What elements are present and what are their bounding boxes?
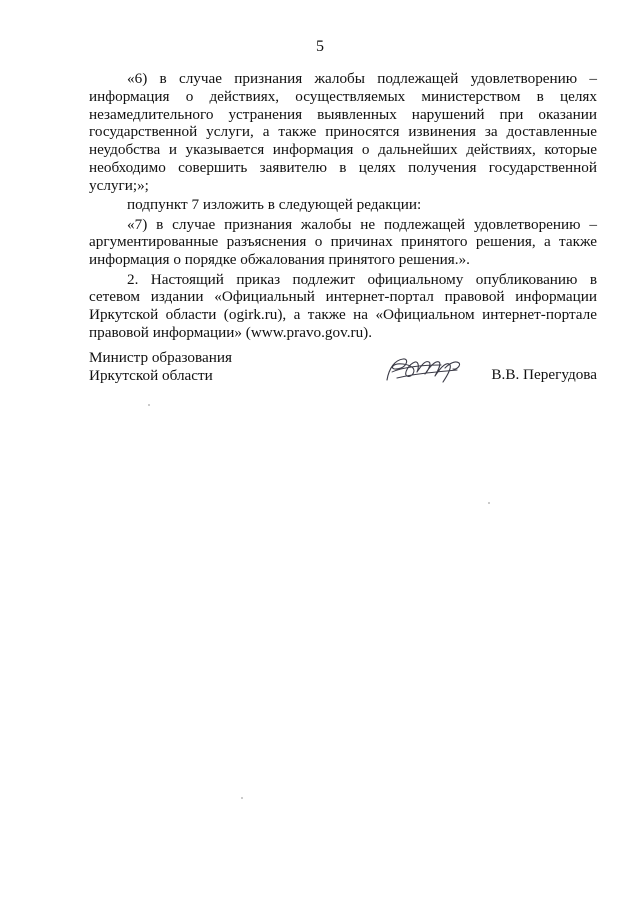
minister-title-line-2: Иркутской области	[89, 366, 213, 384]
scan-speck	[241, 797, 243, 799]
document-body	[89, 70, 597, 342]
handwritten-signature	[383, 354, 463, 386]
paragraph-subclause-7-intro: подпункт 7 изложить в следующей редакции:	[127, 196, 422, 214]
paragraph-publication: 2. Настоящий приказ подлежит официальному опубликованию в сетевом издании «Официальный интернет-портал правовой информации Иркутской области (ogirk.ru), а также на «Официальном интернет-портале правовой информации» (www.pravo.gov.ru).	[89, 270, 597, 341]
page-number: 5	[316, 38, 324, 55]
scan-speck	[148, 404, 150, 406]
signature-block	[89, 349, 597, 389]
minister-name: В.В. Перегудова	[491, 366, 597, 383]
minister-title	[89, 349, 232, 385]
scan-speck	[488, 502, 490, 504]
paragraph-complaint-satisfied: «6) в случае признания жалобы подлежащей удовлетворению – информация о действиях, осуществляемых министерством в целях незамедлительного устранения выявленных нарушений при оказании государственной услуги, а также приносятся извинения за доставленные неудобства и указывается информация о дальнейших действиях, которые необходимо совершить заявителю в целях получения государственной услуги;»;	[89, 70, 597, 194]
minister-title-line-1: Министр образования	[89, 349, 232, 366]
paragraph-complaint-rejected: «7) в случае признания жалобы не подлежащей удовлетворению – аргументированные разъяснения о причинах принятого решения, а также информация о порядке обжалования принятого решения.».	[89, 215, 597, 269]
